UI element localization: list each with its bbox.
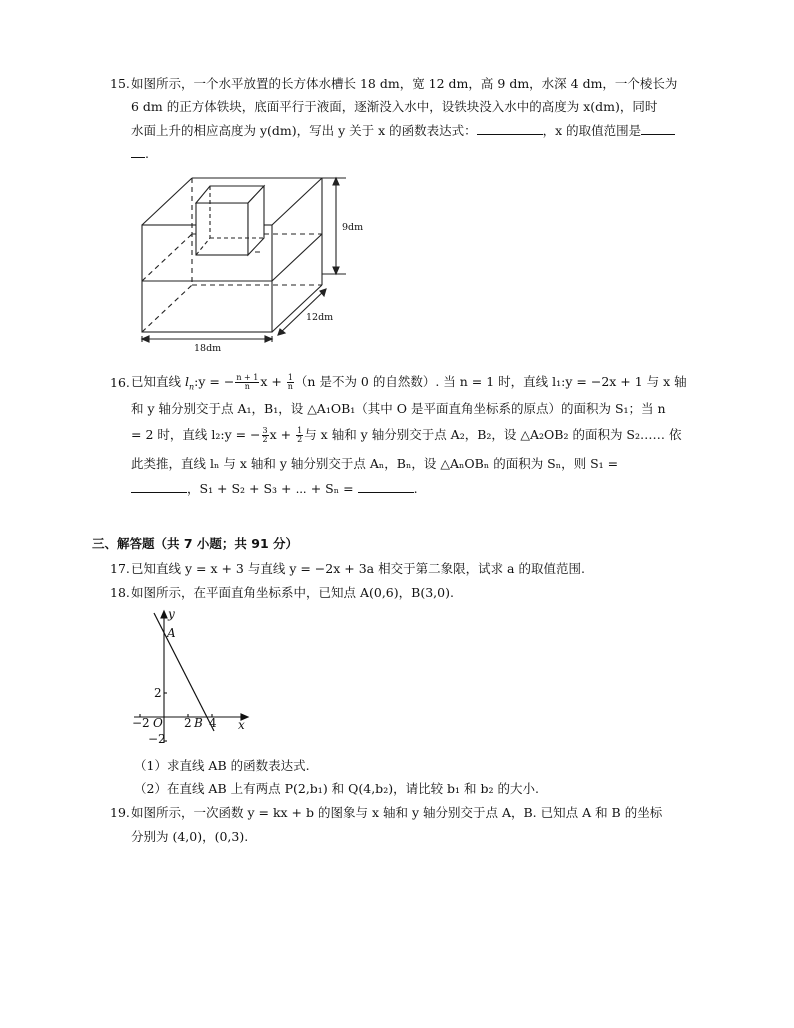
q16-l3-mid: x + <box>269 427 296 442</box>
point-b-label: B <box>194 716 203 730</box>
q16-fraction-3: $\frac{3}{2}$ <box>262 426 268 444</box>
q15-line3-text: 水面上升的相应高度为 y(dm)，写出 y 关于 x 的函数表达式： <box>131 123 477 138</box>
cube-front <box>196 203 248 255</box>
q15-answer-blank-2-cont <box>131 145 145 158</box>
q19-line1: 如图所示，一次函数 y = kx + b 的图象与 x 轴和 y 轴分别交于点 A，B. 已知点 A 和 B 的坐标 <box>131 805 663 820</box>
q15-period: . <box>145 146 149 161</box>
q16-l1-eq: :y = − <box>194 374 235 389</box>
q16-fraction-2: $\frac{1}{n}$ <box>287 373 293 391</box>
y-tick-minus-2: −2 <box>148 732 166 746</box>
q16-l5-text: ，S₁ + S₂ + S₃ + ⋯ + Sₙ = <box>187 481 354 496</box>
q16-number: 16. <box>110 375 130 390</box>
q15-line3-range-text: ，x 的取值范围是 <box>542 123 642 138</box>
length-label: 18dm <box>194 343 222 354</box>
q16-l5-period: . <box>413 481 418 496</box>
width-label: 12dm <box>306 312 334 323</box>
q16-l1-text: 已知直线 <box>131 374 185 389</box>
q16-line-subscript: n <box>188 382 195 392</box>
q19-line2: 分别为 (4,0)，(0,3). <box>131 829 249 844</box>
q16-l1-tail: （n 是不为 0 的自然数）. 当 n = 1 时，直线 l₁:y = −2x + 1 与 x 轴 <box>294 374 687 389</box>
q16-answer-blank-2 <box>358 480 414 493</box>
q16-line1 <box>131 371 687 399</box>
section-3-heading: 三、解答题（共 7 小题；共 91 分） <box>92 536 299 551</box>
q17-number: 17. <box>110 561 130 576</box>
y-axis-arrow-icon <box>161 611 167 618</box>
q16-fraction-4: $\frac{1}{2}$ <box>297 426 303 444</box>
q15-answer-blank-2 <box>641 122 675 135</box>
q15-number: 15. <box>110 76 130 91</box>
q15-tank-figure <box>130 170 380 355</box>
q16-fraction-1: $\frac{n + 1}{n}$ <box>236 373 259 391</box>
q16-line5 <box>131 480 418 497</box>
q18-number: 18. <box>110 585 130 600</box>
q15-line3 <box>131 122 675 139</box>
y-axis-label: y <box>168 607 175 621</box>
q15-line2: 6 dm 的正方体铁块，底面平行于液面，逐渐没入水中，设铁块没入水中的高度为 x(dm)，同时 <box>131 99 658 114</box>
q16-line-symbol: l <box>184 374 189 389</box>
q16-l1-x: x + <box>260 374 286 389</box>
q15-line4 <box>131 145 149 162</box>
q16-answer-blank-1 <box>131 480 187 493</box>
x-tick-minus-2: −2 <box>132 716 150 730</box>
q18-coordinate-figure <box>128 607 258 747</box>
q15-answer-blank-1 <box>477 122 543 135</box>
q18-subquestion-2: （2）在直线 AB 上有两点 P(2,b₁) 和 Q(4,b₂)，请比较 b₁ 和 b₂ 的大小. <box>134 781 539 796</box>
q16-l3-text: = 2 时，直线 l₂:y = − <box>131 427 261 442</box>
q16-line2: 和 y 轴分别交于点 A₁，B₁，设 △A₁OB₁（其中 O 是平面直角坐标系的原点）的面积为 S₁；当 n <box>131 401 666 416</box>
q16-l3-tail: 与 x 轴和 y 轴分别交于点 A₂，B₂，设 △A₂OB₂ 的面积为 S₂…… 依 <box>304 427 682 442</box>
q18-text: 如图所示，在平面直角坐标系中，已知点 A(0,6)，B(3,0). <box>131 585 454 600</box>
point-a-label: A <box>167 626 176 640</box>
q18-subquestion-1: （1）求直线 AB 的函数表达式. <box>134 758 310 773</box>
origin-label: O <box>153 716 163 730</box>
height-label: 9dm <box>342 222 364 233</box>
x-tick-4: 4 <box>209 716 217 730</box>
x-axis-label: x <box>238 718 245 732</box>
q19-number: 19. <box>110 805 130 820</box>
y-tick-2: 2 <box>154 686 162 700</box>
x-tick-2: 2 <box>184 716 192 730</box>
q15-line1: 如图所示，一个水平放置的长方体水槽长 18 dm，宽 12 dm，高 9 dm，水深 4 dm，一个棱长为 <box>131 76 678 91</box>
q16-line3 <box>131 424 681 446</box>
q17-text: 已知直线 y = x + 3 与直线 y = −2x + 3a 相交于第二象限，试求 a 的取值范围. <box>131 561 585 576</box>
line-ab <box>154 613 214 731</box>
q16-line4: 此类推，直线 lₙ 与 x 轴和 y 轴分别交于点 Aₙ，Bₙ，设 △AₙOBₙ 的面积为 Sₙ，则 S₁ = <box>131 456 619 471</box>
